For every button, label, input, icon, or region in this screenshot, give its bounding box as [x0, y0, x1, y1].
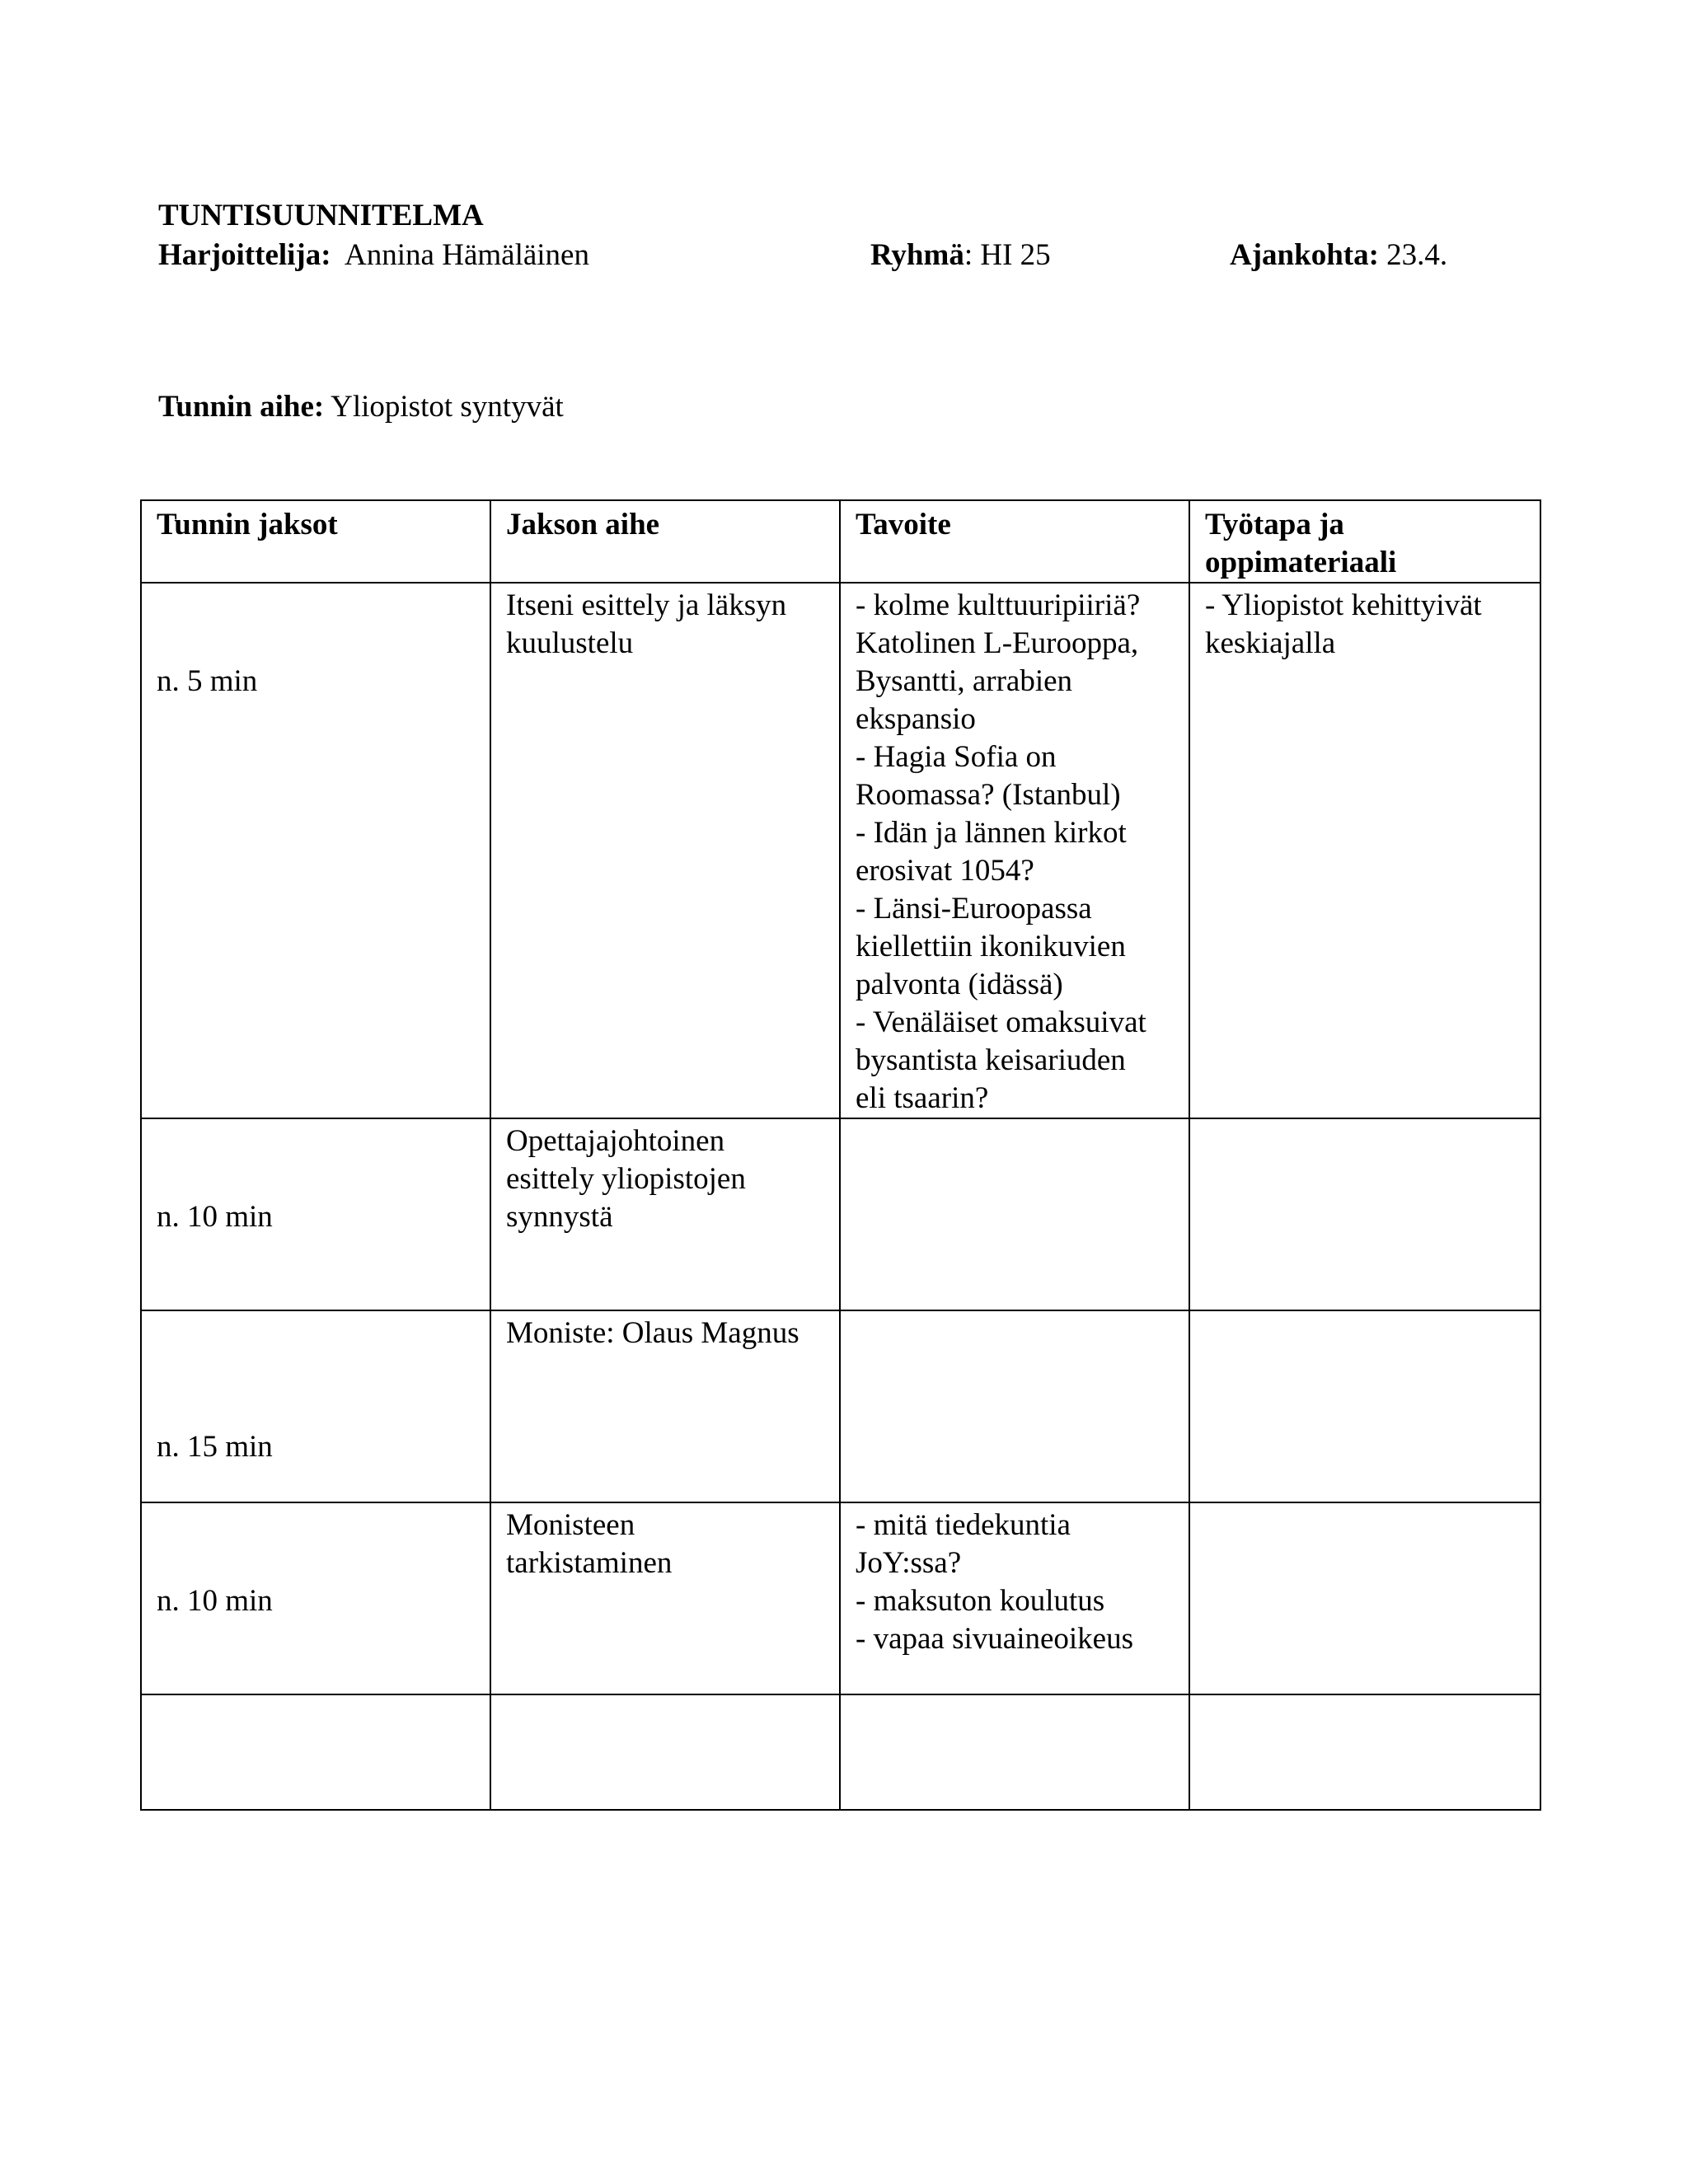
date-label: Ajankohta: — [1230, 238, 1379, 272]
trainee-line — [158, 237, 589, 274]
group-label: Ryhmä — [870, 238, 964, 272]
method-cell — [1189, 1310, 1540, 1502]
goal-cell: - kolme kulttuuripiiriä? Katolinen L-Eurooppa, Bysantti, arrabien ekspansio - Hagia Sofia on Roomassa? (Istanbul) - Idän ja lännen kirkot erosivat 1054? - Länsi-Euroopassa kiellettiin ikonikuvien palvonta (idässä) - Venäläiset omaksuivat bysantista keisariuden eli tsaarin? — [840, 583, 1189, 1118]
duration-cell — [141, 583, 490, 1118]
date-value: 23.4. — [1386, 238, 1448, 272]
trainee-label: Harjoittelija: — [158, 238, 331, 272]
table-header-row — [141, 500, 1540, 583]
group-value: : HI 25 — [964, 238, 1051, 272]
subject-cell — [490, 1694, 840, 1810]
topic-label: Tunnin aihe: — [158, 390, 325, 424]
method-cell — [1189, 1118, 1540, 1310]
method-cell: - Yliopistot kehittyivät keskiajalla — [1189, 583, 1540, 1118]
trainee-name: Annina Hämäläinen — [345, 238, 589, 272]
topic-value: Yliopistot syntyvät — [331, 390, 564, 424]
table-row — [141, 583, 1540, 1118]
method-cell — [1189, 1502, 1540, 1694]
column-header-method: Työtapa ja oppimateriaali — [1189, 500, 1540, 583]
column-header-subject: Jakson aihe — [490, 500, 840, 583]
document-title: TUNTISUUNNITELMA — [158, 199, 484, 232]
duration-cell — [141, 1118, 490, 1310]
lesson-topic — [158, 389, 564, 425]
duration-cell — [141, 1310, 490, 1502]
table-row — [141, 1310, 1540, 1502]
goal-cell: - mitä tiedekuntia JoY:ssa? - maksuton koulutus - vapaa sivuaineoikeus — [840, 1502, 1189, 1694]
subject-cell: Monisteen tarkistaminen — [490, 1502, 840, 1694]
subject-cell: Moniste: Olaus Magnus — [490, 1310, 840, 1502]
method-cell — [1189, 1694, 1540, 1810]
group-line — [870, 237, 1051, 274]
column-header-goal: Tavoite — [840, 500, 1189, 583]
table-row — [141, 1118, 1540, 1310]
lesson-plan-table — [140, 499, 1541, 1811]
duration-text: n. 10 min — [157, 1200, 273, 1234]
duration-text: n. 5 min — [157, 664, 258, 698]
duration-cell — [141, 1694, 490, 1810]
table-row — [141, 1694, 1540, 1810]
goal-cell — [840, 1310, 1189, 1502]
goal-cell — [840, 1118, 1189, 1310]
goal-cell — [840, 1694, 1189, 1810]
duration-text: n. 15 min — [157, 1430, 273, 1464]
table-row — [141, 1502, 1540, 1694]
date-line — [1230, 237, 1447, 274]
duration-cell — [141, 1502, 490, 1694]
column-header-periods: Tunnin jaksot — [141, 500, 490, 583]
subject-cell: Itseni esittely ja läksyn kuulustelu — [490, 583, 840, 1118]
subject-cell: Opettajajohtoinen esittely yliopistojen synnystä — [490, 1118, 840, 1310]
duration-text: n. 10 min — [157, 1584, 273, 1618]
